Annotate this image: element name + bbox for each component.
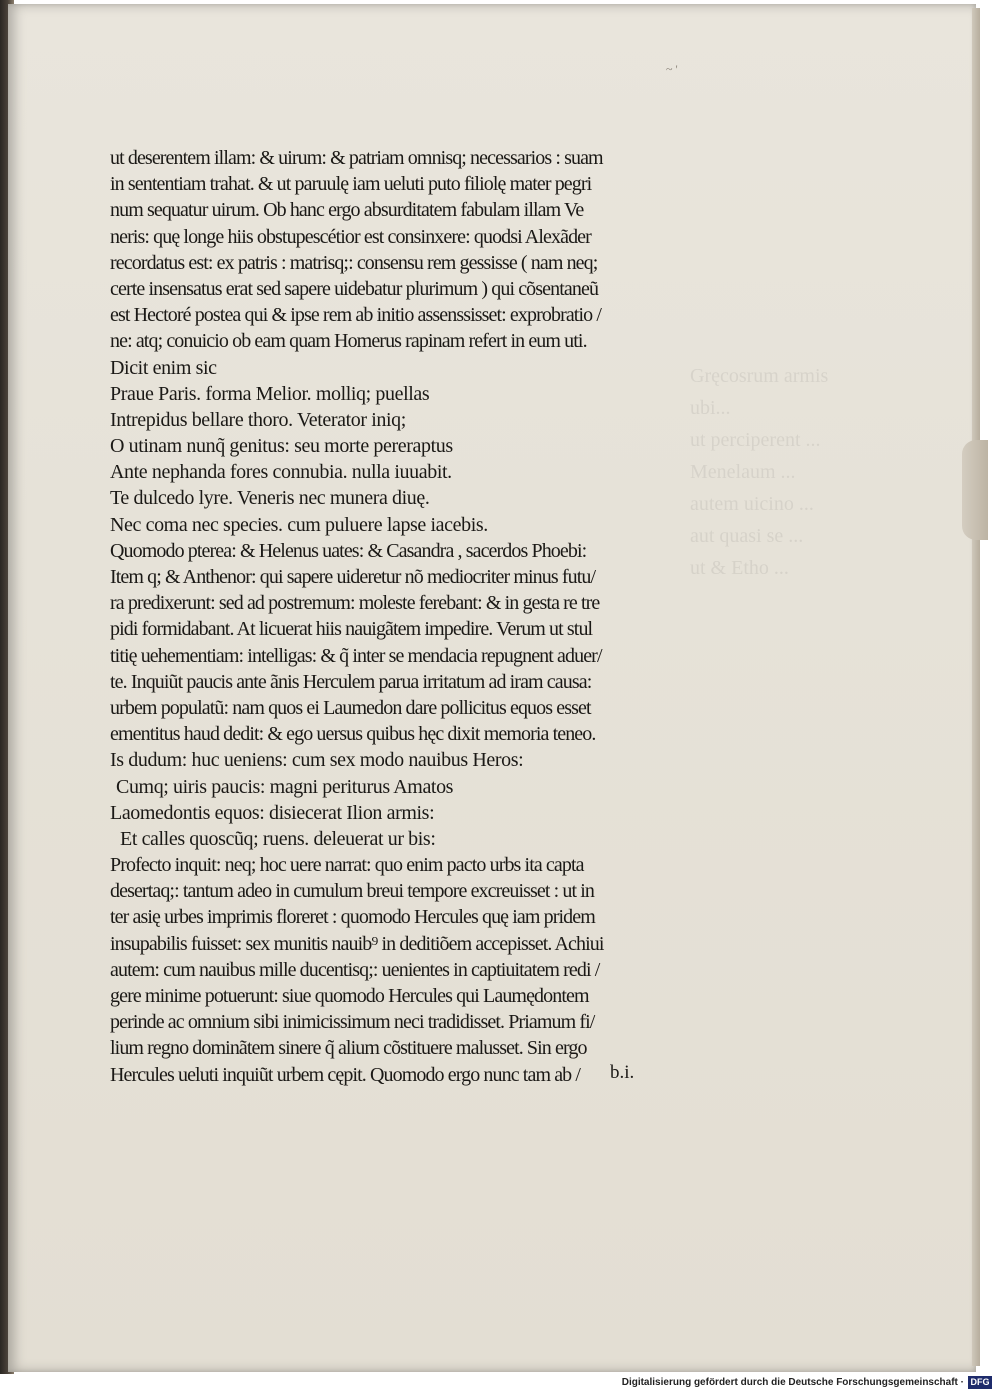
text-line: neris: quę longe hiis obstupescétior est consinxere: quodsi Alexãder [110,225,591,248]
text-line: lium regno dominãtem sinere q̃ alium cõstituere malusset. Sin ergo [110,1037,587,1060]
verse-line: Nec coma nec species. cum puluere lapse iacebis. [110,513,488,536]
verse-line: Ante nephanda fores connubia. nulla iuuabit. [110,461,452,484]
text-line: Quomodo pterea: & Helenus uates: & Casandra , sacerdos Phoebi: [110,539,587,562]
text-line: recordatus est: ex patris : matrisq;: consensu rem gessisse ( nam neq; [110,251,598,274]
dfg-logo: DFG [968,1376,992,1389]
text-line: ut deserentem illam: & uirum: & patriam omnisq; necessarios : suam [110,147,603,169]
verse-line: Te dulcedo lyre. Veneris nec munera diuę. [110,487,430,510]
verse-line: Cumq; uiris paucis: magni periturus Amatos [116,775,454,798]
verse-line: Et calles quoscũq; ruens. deleuerat ur bis: [120,827,436,850]
verse-line: Laomedontis equos: disiecerat Ilion armis: [110,801,435,824]
text-line: perinde ac omnium sibi inimicissimum neci tradidisset. Priamum fi/ [110,1011,595,1034]
text-line: te. Inquiũt paucis ante ãnis Herculem parua irritatum ad iram causa: [110,670,592,693]
text-line: ter asię urbes imprimis floreret : quomodo Hercules quę iam pridem [110,906,595,929]
footer-credit: Digitalisierung gefördert durch die Deutsche Forschungsgemeinschaft · [621,1377,964,1388]
show-through-text: Gręcosrum armis ubi... ut perciperent ... Menelaum ... autem uicino ... aut quasi se ... ut & Etho ... [690,365,829,579]
text-line: est Hectoré postea qui & ipse rem ab initio assenssisset: exprobratio / [110,304,601,327]
text-line: Profecto inquit: neq; hoc uere narrat: quo enim pacto urbs ita capta [110,854,584,877]
text-line: in sententiam trahat. & ut paruulę iam ueluti puto filiolę mater pegri [110,173,592,196]
page-mark: ~ ' [666,62,678,76]
verse-line: Is dudum: huc ueniens: cum sex modo nauibus Heros: [110,749,524,772]
verse-line: Intrepidus bellare thoro. Veterator iniq; [110,408,406,431]
text-line: insupabilis fuisset: sex munitis nauib⁹ in deditiõem accepisset. Achiui [110,932,604,955]
text-line: ne: atq; conuicio ob eam quam Homerus rapinam refert in eum uti. [110,330,587,353]
text-line: urbem populatũ: nam quos ei Laumedon dare pollicitus equos esset [110,696,591,719]
text-line: desertaq;: tantum adeo in cumulum breui tempore excreuisset : ut in [110,880,594,903]
page-edge [972,8,980,1366]
text-block [110,145,720,1088]
verse-line: O utinam nunq̃ genitus: seu morte pereraptus [110,435,453,458]
text-line: titię uehementiam: intelligas: & q̃ inter se mendacia repugnent aduer/ [110,644,602,667]
signature-mark: b.i. [610,1062,635,1083]
verse-line: Praue Paris. forma Melior. molliq; puellas [110,382,430,405]
text-line: certe insensatus erat sed sapere uidebatur plurimum ) qui cõsentaneũ [110,277,599,300]
text-line: gere minime potuerunt: siue quomodo Hercules qui Laumędontem [110,985,589,1007]
text-line: num sequatur uirum. Ob hanc ergo absurditatem fabulam illam Ve [110,199,584,222]
text-line: Hercules ueluti inquiũt urbem cępit. Quomodo ergo nunc tam ab / [110,1063,581,1086]
text-line: pidi formidabant. At licuerat hiis nauigãtem impedire. Verum ut stul [110,618,593,641]
page-tab [962,440,988,540]
text-line: ementitus haud dedit: & ego uersus quibus hęc dixit memoria teneo. [110,723,596,746]
text-line: Item q; & Anthenor: qui sapere uideretur nõ mediocriter minus futu/ [110,566,596,588]
text-line: Dicit enim sic [110,356,217,379]
text-line: autem: cum nauibus mille ducentisq;: uenientes in captiuitatem redi / [110,958,600,981]
text-line: ra predixerunt: sed ad postremum: moleste ferebant: & in gesta re tre [110,592,600,615]
